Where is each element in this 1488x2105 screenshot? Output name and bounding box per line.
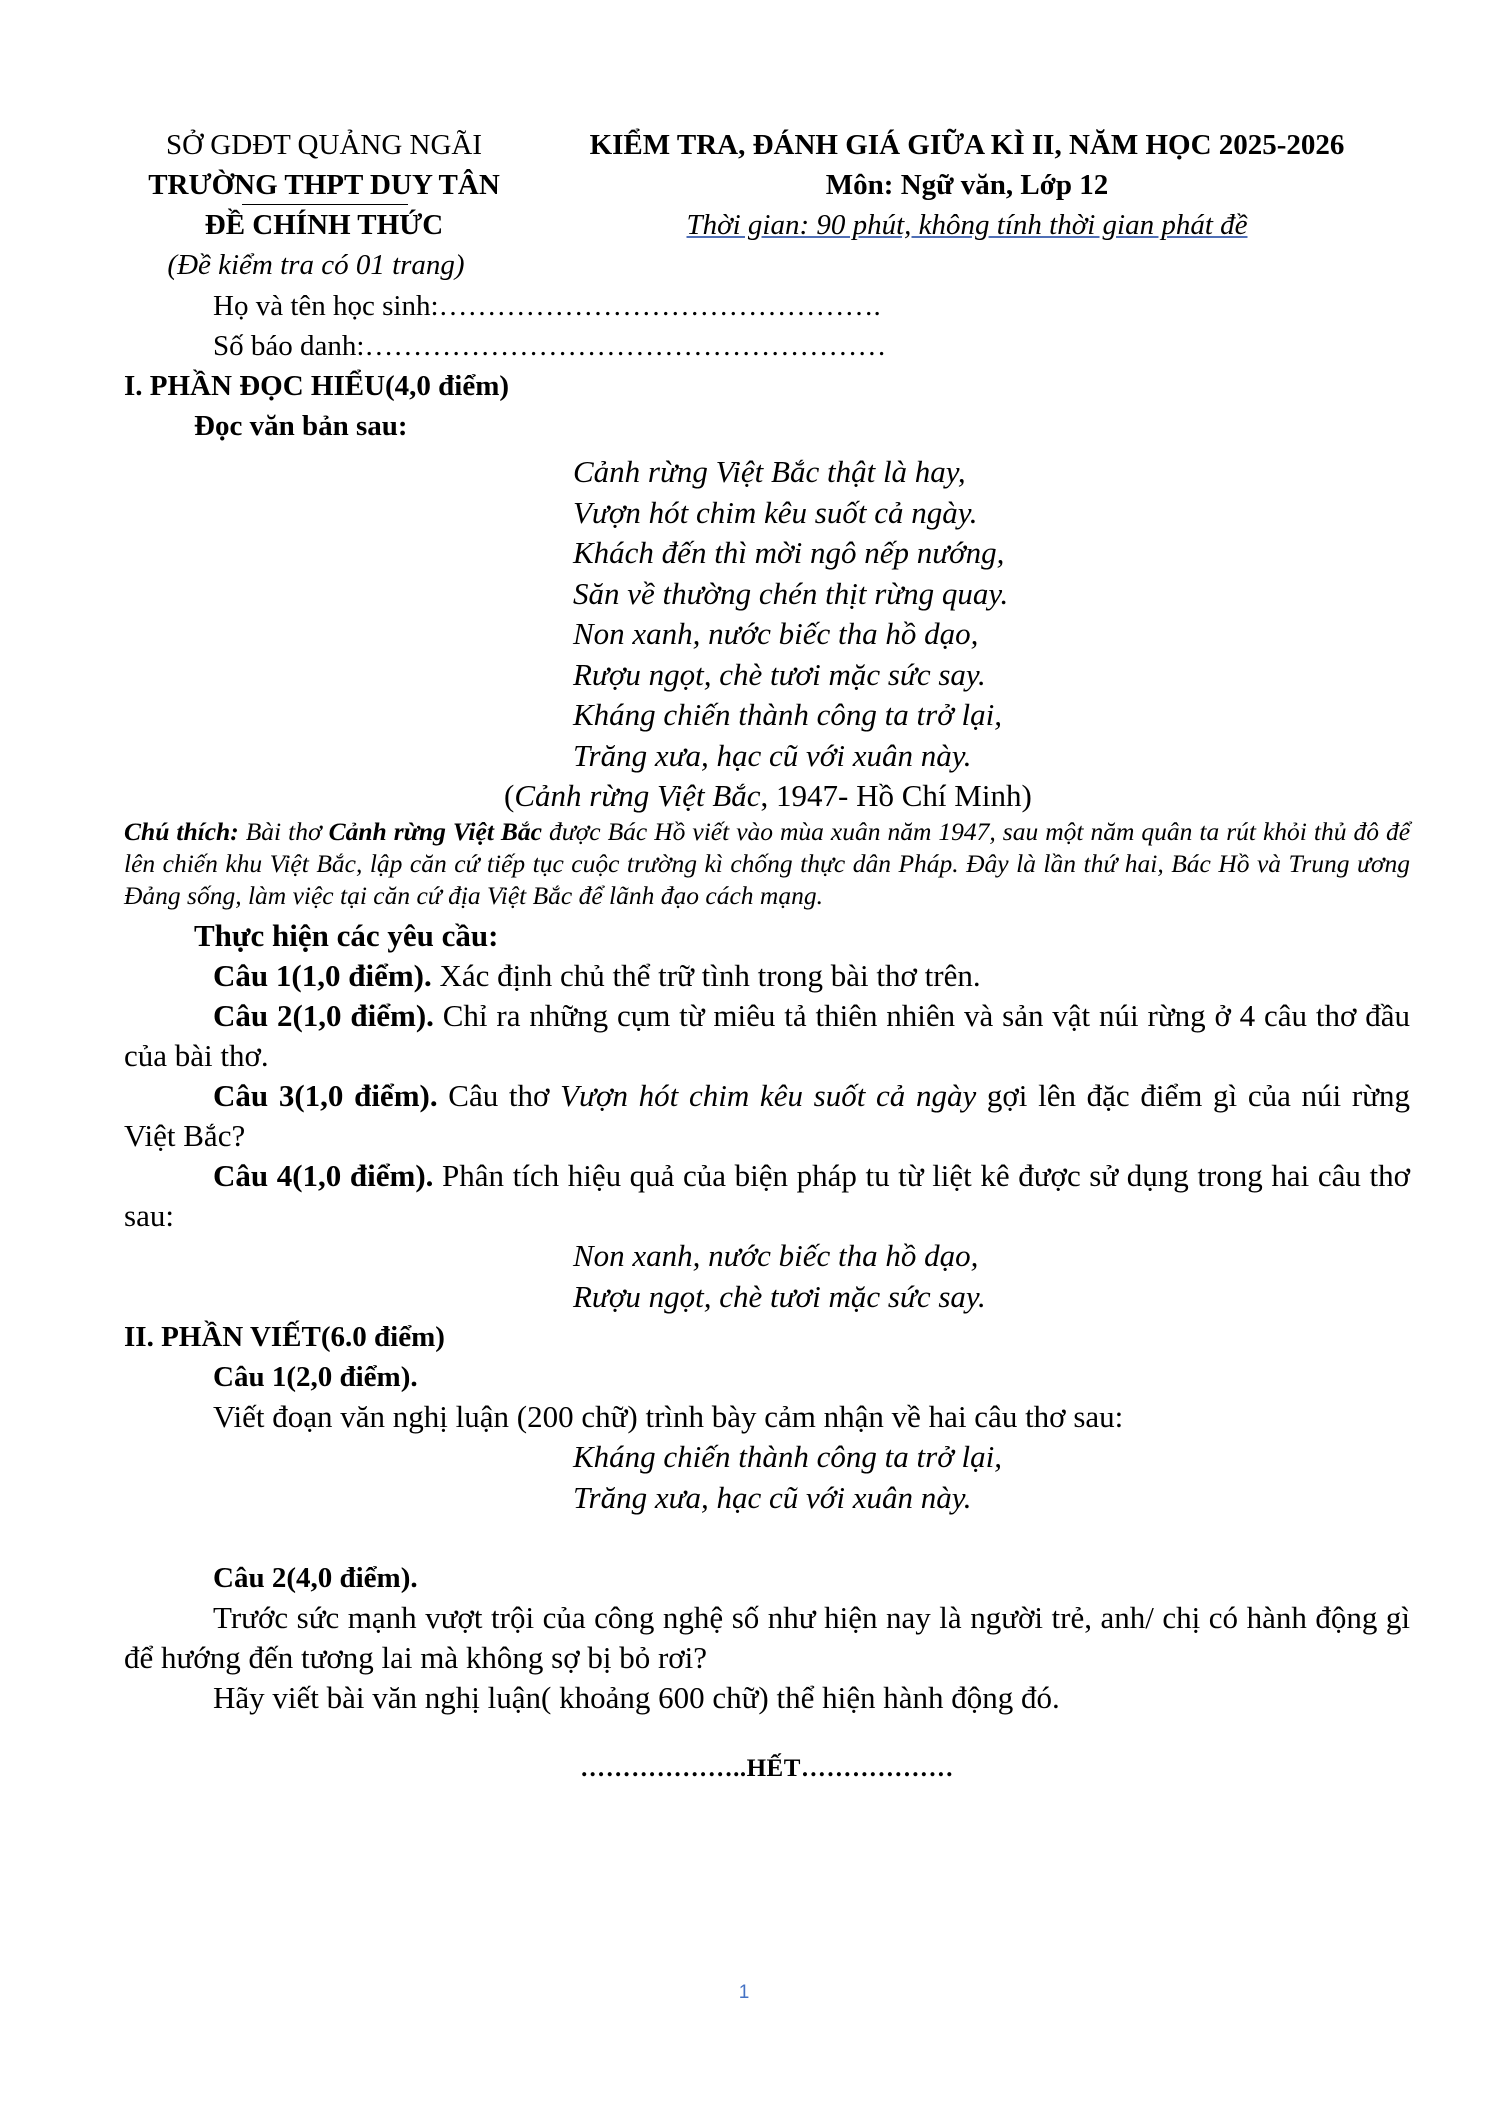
q3-post: gợi lên đặc điểm gì của núi rừng Việt Bắc? bbox=[124, 1078, 1410, 1153]
exam-title: KIỂM TRA, ĐÁNH GIÁ GIỮA KÌ II, NĂM HỌC 2025-2026 bbox=[589, 129, 1345, 161]
part1-heading: I. PHẦN ĐỌC HIỂU(4,0 điểm) bbox=[124, 370, 510, 402]
exam-header bbox=[124, 124, 1410, 324]
q4-text: Phân tích hiệu quả của biện pháp tu từ liệt kê được sử dụng trong hai câu thơ sau: bbox=[124, 1158, 1410, 1233]
poem-line: Non xanh, nước biếc tha hồ dạo, bbox=[573, 616, 979, 651]
poem-line: Kháng chiến thành công ta trở lại, bbox=[573, 1439, 1002, 1474]
note-text: được Bác Hồ viết vào mùa xuân năm 1947, sau một năm quân ta rút khỏi thủ đô để lên chiến khu Việt Bắc, lập căn cứ tiếp tục cuộc trường kì chống thực dân Pháp. Đây là lần thứ hai, Bác Hồ và Trung ương Đảng sống, làm việc tại căn cứ địa Việt Bắc để lãnh đạo cách mạng. bbox=[124, 817, 1411, 910]
department-name: SỞ GDĐT QUẢNG NGÃI bbox=[165, 129, 483, 161]
school-underline bbox=[242, 204, 408, 205]
writing-q2-label: Câu 2(4,0 điểm). bbox=[213, 1562, 418, 1594]
poem-line: Trăng xưa, hạc cũ với xuân này. bbox=[573, 1479, 972, 1515]
q3-quote: Vượn hót chim kêu suốt cả ngày bbox=[560, 1078, 977, 1113]
time-text: Thời gian: 90 phút, không tính thời gian phát đề bbox=[686, 209, 1248, 241]
writing-q2-text: Trước sức mạnh vượt trội của công nghệ số như hiện nay là người trẻ, anh/ chị có hành động gì để hướng đến tương lai mà không sợ bị bỏ rơi? bbox=[124, 1600, 1410, 1675]
q1-label: Câu 1(1,0 điểm). bbox=[213, 958, 432, 993]
poem-line: Trăng xưa, hạc cũ với xuân này. bbox=[573, 737, 972, 773]
note-label: Chú thích: bbox=[124, 817, 239, 846]
writing-q1-label: Câu 1(2,0 điểm). bbox=[213, 1361, 418, 1393]
note-title: Cảnh rừng Việt Bắc bbox=[328, 817, 542, 846]
official-label: ĐỀ CHÍNH THỨC bbox=[204, 209, 444, 241]
writing-q1-text: Viết đoạn văn nghị luận (200 chữ) trình bày cảm nhận về hai câu thơ sau: bbox=[213, 1399, 1124, 1434]
poem-footnote bbox=[124, 816, 1410, 912]
exam-page bbox=[124, 124, 1410, 1783]
poem-line: Kháng chiến thành công ta trở lại, bbox=[573, 697, 1002, 732]
school-name: TRƯỜNG THPT DUY TÂN bbox=[148, 169, 500, 201]
page-number: 1 bbox=[738, 1982, 750, 2003]
question-1 bbox=[124, 956, 1410, 996]
poem-line: Cảnh rừng Việt Bắc thật là hay, bbox=[573, 454, 966, 489]
poem-line: Rượu ngọt, chè tươi mặc sức say. bbox=[573, 656, 986, 692]
q2-label: Câu 2(1,0 điểm). bbox=[213, 998, 434, 1033]
poem-line: Vượn hót chim kêu suốt cả ngày. bbox=[573, 494, 978, 530]
part1-instruction: Đọc văn bản sau: bbox=[194, 410, 408, 442]
note-pre: Bài thơ bbox=[238, 817, 329, 846]
source-author: , 1947- Hồ Chí Minh) bbox=[760, 778, 1032, 813]
student-name-field: Họ và tên học sinh:………………………………………. bbox=[213, 290, 881, 322]
poem bbox=[124, 452, 1410, 776]
source-open: ( bbox=[504, 778, 515, 813]
question-3 bbox=[124, 1076, 1410, 1156]
writing-q2-task: Hãy viết bài văn nghị luận( khoảng 600 chữ) thể hiện hành động đó. bbox=[213, 1680, 1060, 1715]
source-title: Cảnh rừng Việt Bắc bbox=[514, 778, 761, 813]
time-line bbox=[524, 206, 1410, 245]
poem-source bbox=[124, 776, 1410, 816]
q4-poem bbox=[124, 1236, 1410, 1317]
q1-text: Xác định chủ thể trữ tình trong bài thơ trên. bbox=[431, 958, 981, 993]
q2-text: Chỉ ra những cụm từ miêu tả thiên nhiên và sản vật núi rừng ở 4 câu thơ đầu của bài thơ. bbox=[124, 998, 1410, 1073]
poem-line: Rượu ngọt, chè tươi mặc sức say. bbox=[573, 1278, 986, 1314]
q3-label: Câu 3(1,0 điểm). bbox=[213, 1078, 438, 1113]
question-4 bbox=[124, 1156, 1410, 1236]
pages-note: (Đề kiểm tra có 01 trang) bbox=[167, 249, 465, 281]
subject-line: Môn: Ngữ văn, Lớp 12 bbox=[825, 169, 1109, 201]
q3-pre: Câu thơ bbox=[437, 1078, 561, 1113]
end-mark: ………………..HẾT……………… bbox=[580, 1755, 954, 1782]
part2-heading: II. PHẦN VIẾT(6.0 điểm) bbox=[124, 1321, 445, 1353]
writing-q1-poem bbox=[124, 1437, 1410, 1518]
tasks-heading: Thực hiện các yêu cầu: bbox=[194, 918, 499, 953]
poem-line: Khách đến thì mời ngô nếp nướng, bbox=[573, 535, 1005, 570]
poem-line: Săn về thường chén thịt rừng quay. bbox=[573, 575, 1009, 611]
question-2 bbox=[124, 996, 1410, 1076]
student-id-field: Số báo danh:……………………………………………… bbox=[213, 330, 887, 362]
q4-label: Câu 4(1,0 điểm). bbox=[213, 1158, 434, 1193]
poem-line: Non xanh, nước biếc tha hồ dạo, bbox=[573, 1238, 979, 1273]
